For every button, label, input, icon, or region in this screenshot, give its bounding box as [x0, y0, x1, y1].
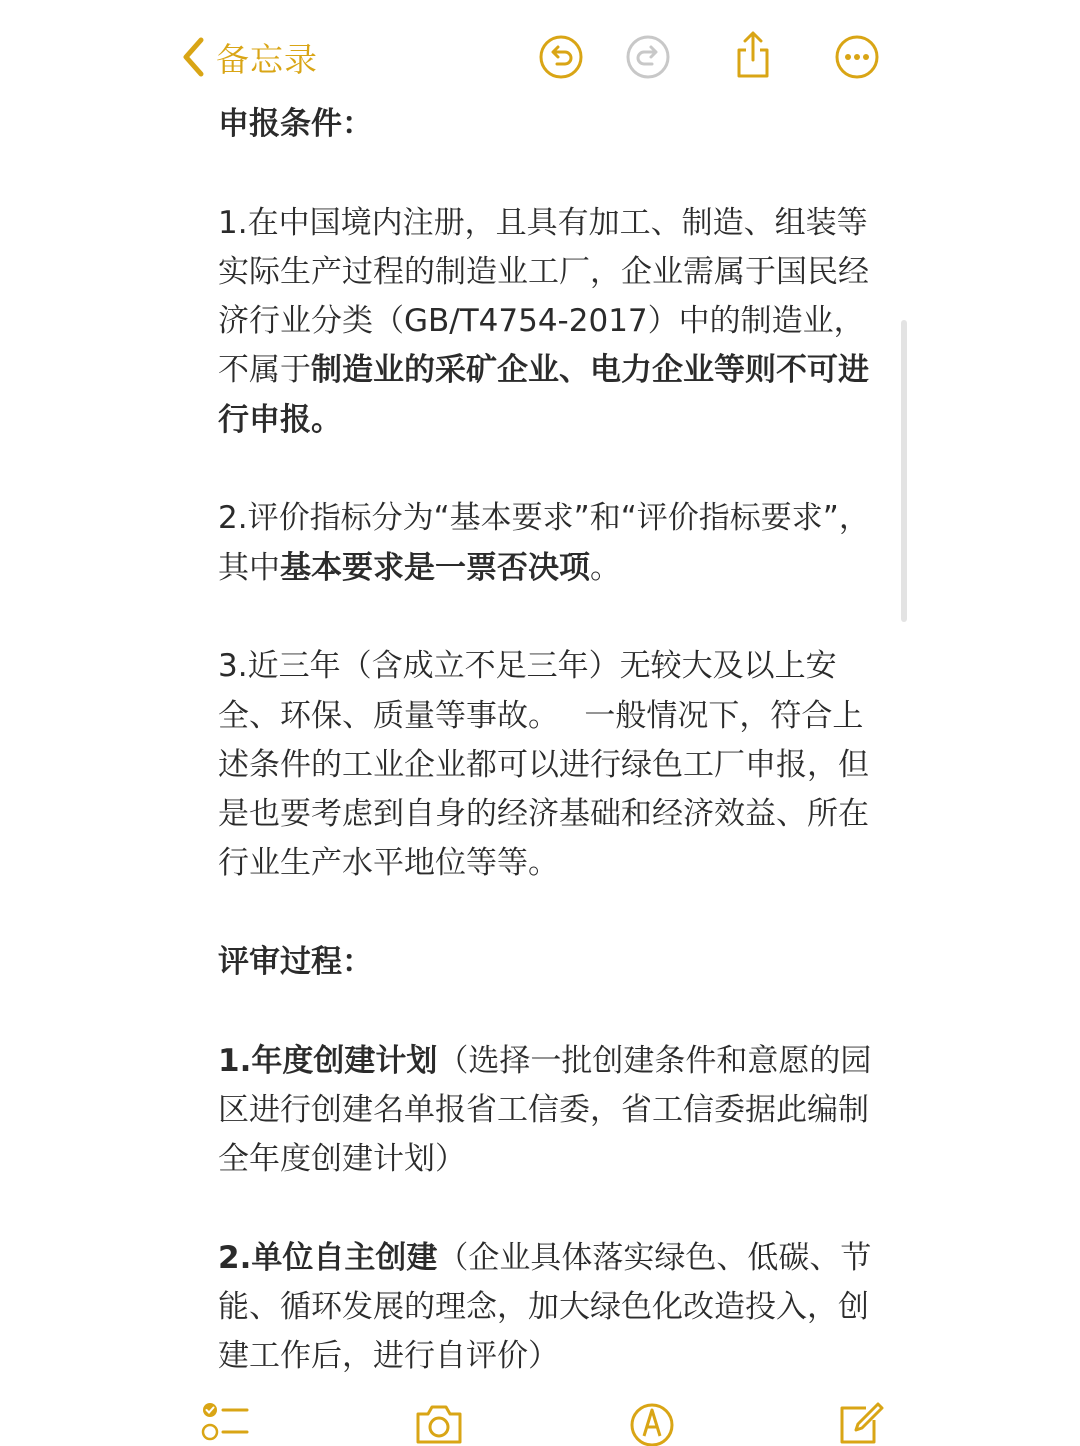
- markup-icon[interactable]: [627, 1400, 677, 1446]
- condition-item-3: 3.近三年（含成立不足三年）无较大及以上安全、环保、质量等事故。 一般情况下，符合上述条件的工业企业都可以进行绿色工厂申报，但是也要考虑到自身的经济基础和经济效益、所在行业生产水平地位等等。: [218, 648, 869, 882]
- camera-icon[interactable]: [414, 1400, 464, 1446]
- chevron-left-icon: [180, 37, 206, 77]
- condition-item-1: 1.在中国境内注册，且具有加工、制造、组装等实际生产过程的制造业工厂，企业需属于国民经济行业分类（GB/T4754-2017）中的制造业，不属于制造业的采矿企业、电力企业等则不可进行申报。: [218, 204, 869, 438]
- scroll-indicator[interactable]: [901, 320, 907, 622]
- back-label: 备忘录: [216, 39, 318, 79]
- review-step-2: 2.单位自主创建（企业具体落实绿色、低碳、节能、循环发展的理念，加大绿色化改造投入，创建工作后，进行自评价）: [218, 1239, 872, 1375]
- redo-icon[interactable]: [625, 34, 671, 80]
- note-body[interactable]: [218, 100, 878, 1382]
- checklist-icon[interactable]: [200, 1400, 250, 1446]
- review-step-1: 1.年度创建计划（选择一批创建条件和意愿的园区进行创建名单报省工信委，省工信委据此编制全年度创建计划）: [218, 1042, 872, 1178]
- undo-icon[interactable]: [538, 34, 584, 80]
- bottom-toolbar: [0, 1388, 1080, 1440]
- back-button[interactable]: [180, 30, 318, 84]
- navigation-bar: [0, 0, 1080, 108]
- more-icon[interactable]: [834, 34, 880, 80]
- section-heading-review: 评审过程：: [218, 944, 373, 981]
- compose-icon[interactable]: [836, 1400, 886, 1446]
- section-heading-conditions: 申报条件：: [218, 106, 373, 142]
- condition-item-2: 2.评价指标分为“基本要求”和“评价指标要求”，其中基本要求是一票否决项。: [218, 500, 870, 586]
- share-icon[interactable]: [730, 30, 776, 80]
